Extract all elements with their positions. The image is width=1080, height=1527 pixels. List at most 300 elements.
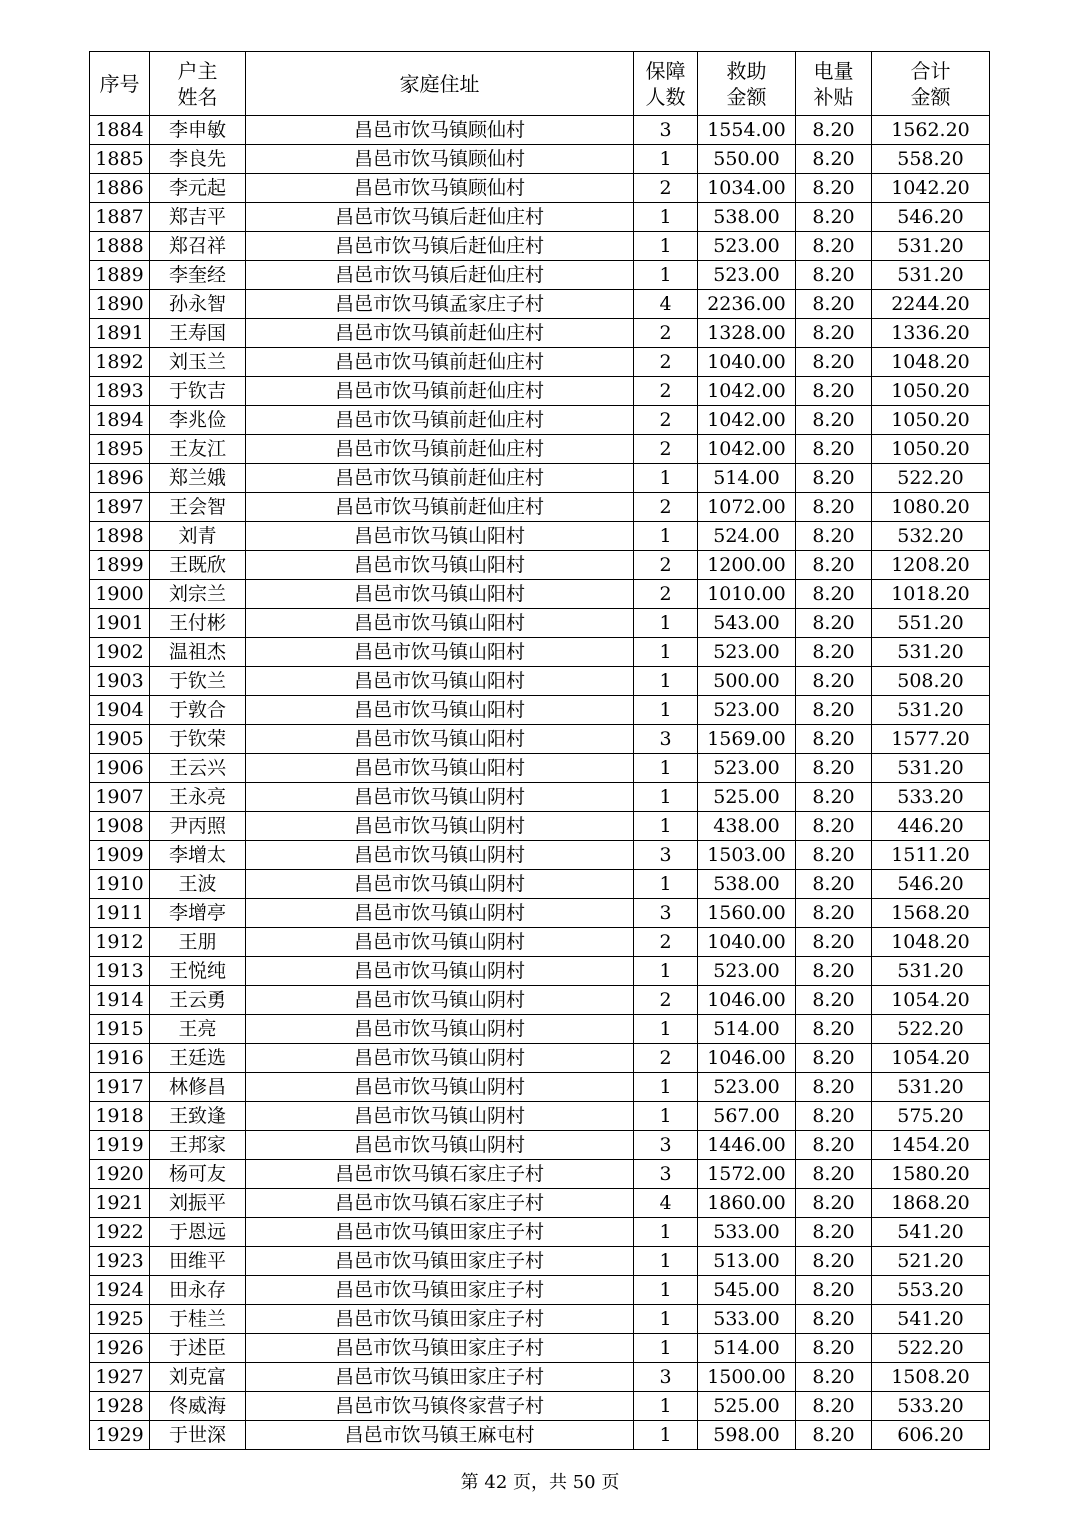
home-address-cell: 昌邑市饮马镇王麻屯村 [246,1421,634,1450]
covered-persons-cell: 1 [634,1334,698,1363]
home-address-cell: 昌邑市饮马镇山阴村 [246,783,634,812]
covered-persons-cell: 1 [634,754,698,783]
covered-persons-cell: 1 [634,1015,698,1044]
electricity-subsidy-cell: 8.20 [796,261,872,290]
table-row [90,1305,990,1334]
table-row [90,1131,990,1160]
column-header-no [90,52,150,116]
electricity-subsidy-cell: 8.20 [796,841,872,870]
home-address-cell: 昌邑市饮马镇山阳村 [246,638,634,667]
total-amount-cell: 546.20 [872,203,990,232]
home-address-cell: 昌邑市饮马镇山阴村 [246,957,634,986]
table-row [90,522,990,551]
aid-amount-cell: 1446.00 [698,1131,796,1160]
aid-amount-cell: 533.00 [698,1218,796,1247]
column-header-name [150,52,246,116]
total-amount-cell: 541.20 [872,1305,990,1334]
total-amount-cell: 531.20 [872,957,990,986]
electricity-subsidy-cell: 8.20 [796,116,872,145]
aid-amount-cell: 1042.00 [698,377,796,406]
householder-name-cell: 于敦合 [150,696,246,725]
covered-persons-cell: 1 [634,1276,698,1305]
householder-name-cell: 李申敏 [150,116,246,145]
electricity-subsidy-cell: 8.20 [796,1334,872,1363]
aid-amount-cell: 525.00 [698,783,796,812]
total-amount-cell: 533.20 [872,1392,990,1421]
total-amount-cell: 1508.20 [872,1363,990,1392]
home-address-cell: 昌邑市饮马镇田家庄子村 [246,1276,634,1305]
total-amount-cell: 446.20 [872,812,990,841]
home-address-cell: 昌邑市饮马镇顾仙村 [246,174,634,203]
serial-number-cell: 1894 [90,406,150,435]
table-row [90,261,990,290]
table-row [90,609,990,638]
covered-persons-cell: 2 [634,319,698,348]
householder-name-cell: 王云兴 [150,754,246,783]
total-amount-cell: 1048.20 [872,928,990,957]
total-amount-cell: 1054.20 [872,986,990,1015]
householder-name-cell: 刘玉兰 [150,348,246,377]
serial-number-cell: 1917 [90,1073,150,1102]
serial-number-cell: 1909 [90,841,150,870]
householder-name-cell: 于述臣 [150,1334,246,1363]
column-header-people-line: 人数 [645,84,686,109]
householder-name-cell: 刘振平 [150,1189,246,1218]
home-address-cell: 昌邑市饮马镇顾仙村 [246,116,634,145]
aid-amount-cell: 538.00 [698,203,796,232]
table-row [90,812,990,841]
covered-persons-cell: 1 [634,232,698,261]
serial-number-cell: 1927 [90,1363,150,1392]
covered-persons-cell: 1 [634,464,698,493]
electricity-subsidy-cell: 8.20 [796,1305,872,1334]
householder-name-cell: 王致逢 [150,1102,246,1131]
householder-name-cell: 王邦家 [150,1131,246,1160]
covered-persons-cell: 1 [634,1073,698,1102]
table-row [90,841,990,870]
home-address-cell: 昌邑市饮马镇山阳村 [246,696,634,725]
table-row [90,1189,990,1218]
householder-name-cell: 刘克富 [150,1363,246,1392]
home-address-cell: 昌邑市饮马镇石家庄子村 [246,1189,634,1218]
electricity-subsidy-cell: 8.20 [796,783,872,812]
home-address-cell: 昌邑市饮马镇前赶仙庄村 [246,493,634,522]
householder-name-cell: 田维平 [150,1247,246,1276]
electricity-subsidy-cell: 8.20 [796,609,872,638]
serial-number-cell: 1915 [90,1015,150,1044]
electricity-subsidy-cell: 8.20 [796,145,872,174]
electricity-subsidy-cell: 8.20 [796,1160,872,1189]
householder-name-cell: 于桂兰 [150,1305,246,1334]
covered-persons-cell: 1 [634,522,698,551]
covered-persons-cell: 3 [634,899,698,928]
column-header-total [872,52,990,116]
total-amount-cell: 531.20 [872,232,990,261]
covered-persons-cell: 2 [634,406,698,435]
total-amount-cell: 531.20 [872,1073,990,1102]
covered-persons-cell: 1 [634,203,698,232]
serial-number-cell: 1916 [90,1044,150,1073]
total-amount-cell: 533.20 [872,783,990,812]
home-address-cell: 昌邑市饮马镇山阳村 [246,551,634,580]
column-header-total-line: 金额 [910,84,951,109]
aid-amount-cell: 523.00 [698,1073,796,1102]
electricity-subsidy-cell: 8.20 [796,870,872,899]
home-address-cell: 昌邑市饮马镇山阴村 [246,928,634,957]
householder-name-cell: 田永存 [150,1276,246,1305]
table-row [90,725,990,754]
home-address-cell: 昌邑市饮马镇山阴村 [246,1102,634,1131]
aid-amount-cell: 523.00 [698,696,796,725]
householder-name-cell: 温祖杰 [150,638,246,667]
electricity-subsidy-cell: 8.20 [796,1276,872,1305]
home-address-cell: 昌邑市饮马镇田家庄子村 [246,1218,634,1247]
total-amount-cell: 553.20 [872,1276,990,1305]
householder-name-cell: 郑吉平 [150,203,246,232]
aid-amount-cell: 523.00 [698,232,796,261]
home-address-cell: 昌邑市饮马镇山阴村 [246,1044,634,1073]
householder-name-cell: 王悦纯 [150,957,246,986]
serial-number-cell: 1890 [90,290,150,319]
table-row [90,232,990,261]
covered-persons-cell: 2 [634,1044,698,1073]
serial-number-cell: 1902 [90,638,150,667]
home-address-cell: 昌邑市饮马镇后赶仙庄村 [246,261,634,290]
serial-number-cell: 1919 [90,1131,150,1160]
covered-persons-cell: 1 [634,638,698,667]
table-row [90,783,990,812]
column-header-aid-line: 救助 [726,58,767,83]
table-row [90,319,990,348]
electricity-subsidy-cell: 8.20 [796,406,872,435]
serial-number-cell: 1887 [90,203,150,232]
covered-persons-cell: 3 [634,725,698,754]
aid-amount-cell: 567.00 [698,1102,796,1131]
aid-amount-cell: 545.00 [698,1276,796,1305]
column-header-name-line: 姓名 [177,84,218,109]
householder-name-cell: 王既欣 [150,551,246,580]
total-amount-cell: 546.20 [872,870,990,899]
serial-number-cell: 1924 [90,1276,150,1305]
aid-amount-cell: 538.00 [698,870,796,899]
table-row [90,986,990,1015]
column-header-electric [796,52,872,116]
table-row [90,580,990,609]
total-amount-cell: 1454.20 [872,1131,990,1160]
total-amount-cell: 522.20 [872,1015,990,1044]
aid-amount-cell: 1034.00 [698,174,796,203]
electricity-subsidy-cell: 8.20 [796,667,872,696]
aid-amount-cell: 525.00 [698,1392,796,1421]
table-row [90,116,990,145]
home-address-cell: 昌邑市饮马镇山阳村 [246,522,634,551]
column-header-name-line: 户主 [177,58,218,83]
aid-amount-cell: 1554.00 [698,116,796,145]
home-address-cell: 昌邑市饮马镇田家庄子村 [246,1305,634,1334]
column-header-no-line: 序号 [99,71,140,96]
covered-persons-cell: 1 [634,783,698,812]
serial-number-cell: 1922 [90,1218,150,1247]
aid-amount-cell: 1328.00 [698,319,796,348]
home-address-cell: 昌邑市饮马镇山阴村 [246,1073,634,1102]
aid-amount-cell: 1560.00 [698,899,796,928]
total-amount-cell: 1018.20 [872,580,990,609]
column-header-electric-line: 补贴 [813,84,854,109]
electricity-subsidy-cell: 8.20 [796,725,872,754]
householder-name-cell: 于钦兰 [150,667,246,696]
covered-persons-cell: 2 [634,493,698,522]
home-address-cell: 昌邑市饮马镇前赶仙庄村 [246,377,634,406]
householder-name-cell: 于恩远 [150,1218,246,1247]
table-body [90,116,990,1450]
column-header-address [246,52,634,116]
home-address-cell: 昌邑市饮马镇前赶仙庄村 [246,464,634,493]
table-row [90,638,990,667]
table-row [90,1073,990,1102]
serial-number-cell: 1903 [90,667,150,696]
electricity-subsidy-cell: 8.20 [796,348,872,377]
covered-persons-cell: 1 [634,696,698,725]
home-address-cell: 昌邑市饮马镇佟家营子村 [246,1392,634,1421]
covered-persons-cell: 1 [634,145,698,174]
householder-name-cell: 王廷选 [150,1044,246,1073]
householder-name-cell: 李元起 [150,174,246,203]
total-amount-cell: 1577.20 [872,725,990,754]
electricity-subsidy-cell: 8.20 [796,638,872,667]
householder-name-cell: 李奎经 [150,261,246,290]
column-header-people [634,52,698,116]
aid-amount-cell: 1572.00 [698,1160,796,1189]
table-row [90,464,990,493]
serial-number-cell: 1921 [90,1189,150,1218]
aid-amount-cell: 533.00 [698,1305,796,1334]
electricity-subsidy-cell: 8.20 [796,957,872,986]
electricity-subsidy-cell: 8.20 [796,1189,872,1218]
table-row [90,667,990,696]
column-header-total-line: 合计 [910,58,951,83]
electricity-subsidy-cell: 8.20 [796,1247,872,1276]
covered-persons-cell: 3 [634,1131,698,1160]
serial-number-cell: 1884 [90,116,150,145]
total-amount-cell: 558.20 [872,145,990,174]
table-row [90,348,990,377]
aid-amount-cell: 523.00 [698,638,796,667]
electricity-subsidy-cell: 8.20 [796,1363,872,1392]
serial-number-cell: 1896 [90,464,150,493]
home-address-cell: 昌邑市饮马镇山阴村 [246,870,634,899]
covered-persons-cell: 2 [634,986,698,1015]
serial-number-cell: 1912 [90,928,150,957]
aid-amount-cell: 550.00 [698,145,796,174]
total-amount-cell: 1336.20 [872,319,990,348]
table-row [90,1392,990,1421]
home-address-cell: 昌邑市饮马镇山阴村 [246,899,634,928]
home-address-cell: 昌邑市饮马镇前赶仙庄村 [246,406,634,435]
column-header-aid [698,52,796,116]
householder-name-cell: 郑兰娥 [150,464,246,493]
covered-persons-cell: 3 [634,1160,698,1189]
aid-amount-cell: 543.00 [698,609,796,638]
covered-persons-cell: 2 [634,580,698,609]
electricity-subsidy-cell: 8.20 [796,1015,872,1044]
table-row [90,928,990,957]
serial-number-cell: 1891 [90,319,150,348]
table-row [90,203,990,232]
electricity-subsidy-cell: 8.20 [796,986,872,1015]
covered-persons-cell: 1 [634,667,698,696]
covered-persons-cell: 4 [634,1189,698,1218]
aid-amount-cell: 1042.00 [698,406,796,435]
table-row [90,435,990,464]
home-address-cell: 昌邑市饮马镇田家庄子村 [246,1247,634,1276]
electricity-subsidy-cell: 8.20 [796,1218,872,1247]
electricity-subsidy-cell: 8.20 [796,754,872,783]
electricity-subsidy-cell: 8.20 [796,812,872,841]
aid-amount-cell: 1503.00 [698,841,796,870]
home-address-cell: 昌邑市饮马镇后赶仙庄村 [246,203,634,232]
table-row [90,145,990,174]
total-amount-cell: 1580.20 [872,1160,990,1189]
table-row [90,174,990,203]
aid-amount-cell: 1046.00 [698,1044,796,1073]
total-amount-cell: 531.20 [872,261,990,290]
column-header-aid-line: 金额 [726,84,767,109]
home-address-cell: 昌邑市饮马镇山阴村 [246,1015,634,1044]
aid-amount-cell: 438.00 [698,812,796,841]
home-address-cell: 昌邑市饮马镇前赶仙庄村 [246,348,634,377]
householder-name-cell: 郑召祥 [150,232,246,261]
serial-number-cell: 1893 [90,377,150,406]
serial-number-cell: 1913 [90,957,150,986]
electricity-subsidy-cell: 8.20 [796,522,872,551]
householder-name-cell: 刘青 [150,522,246,551]
householder-name-cell: 王寿国 [150,319,246,348]
total-amount-cell: 1050.20 [872,435,990,464]
covered-persons-cell: 1 [634,1218,698,1247]
total-amount-cell: 1050.20 [872,377,990,406]
aid-amount-cell: 514.00 [698,1334,796,1363]
home-address-cell: 昌邑市饮马镇山阳村 [246,667,634,696]
aid-amount-cell: 523.00 [698,754,796,783]
total-amount-cell: 606.20 [872,1421,990,1450]
electricity-subsidy-cell: 8.20 [796,290,872,319]
aid-amount-cell: 513.00 [698,1247,796,1276]
total-amount-cell: 1562.20 [872,116,990,145]
aid-amount-cell: 1860.00 [698,1189,796,1218]
total-amount-cell: 522.20 [872,1334,990,1363]
home-address-cell: 昌邑市饮马镇山阴村 [246,1131,634,1160]
home-address-cell: 昌邑市饮马镇前赶仙庄村 [246,319,634,348]
serial-number-cell: 1911 [90,899,150,928]
serial-number-cell: 1928 [90,1392,150,1421]
table-row [90,1044,990,1073]
aid-amount-cell: 1042.00 [698,435,796,464]
electricity-subsidy-cell: 8.20 [796,899,872,928]
householder-name-cell: 王朋 [150,928,246,957]
table-row [90,1334,990,1363]
covered-persons-cell: 2 [634,551,698,580]
page-footer: 第 42 页，共 50 页 [460,1472,620,1493]
aid-amount-cell: 514.00 [698,464,796,493]
householder-name-cell: 刘宗兰 [150,580,246,609]
table-row [90,290,990,319]
serial-number-cell: 1906 [90,754,150,783]
table-row [90,1247,990,1276]
total-amount-cell: 551.20 [872,609,990,638]
table-row [90,1276,990,1305]
electricity-subsidy-cell: 8.20 [796,580,872,609]
table-row [90,696,990,725]
table-row [90,1160,990,1189]
serial-number-cell: 1895 [90,435,150,464]
covered-persons-cell: 3 [634,116,698,145]
householder-name-cell: 尹丙照 [150,812,246,841]
home-address-cell: 昌邑市饮马镇山阳村 [246,580,634,609]
householder-name-cell: 林修昌 [150,1073,246,1102]
electricity-subsidy-cell: 8.20 [796,232,872,261]
aid-amount-cell: 1010.00 [698,580,796,609]
covered-persons-cell: 1 [634,1102,698,1131]
covered-persons-cell: 1 [634,1421,698,1450]
serial-number-cell: 1926 [90,1334,150,1363]
total-amount-cell: 531.20 [872,638,990,667]
total-amount-cell: 1042.20 [872,174,990,203]
aid-amount-cell: 1500.00 [698,1363,796,1392]
aid-amount-cell: 1569.00 [698,725,796,754]
total-amount-cell: 1511.20 [872,841,990,870]
covered-persons-cell: 1 [634,261,698,290]
serial-number-cell: 1898 [90,522,150,551]
electricity-subsidy-cell: 8.20 [796,551,872,580]
covered-persons-cell: 2 [634,928,698,957]
electricity-subsidy-cell: 8.20 [796,203,872,232]
home-address-cell: 昌邑市饮马镇山阴村 [246,841,634,870]
covered-persons-cell: 2 [634,435,698,464]
table-row [90,493,990,522]
total-amount-cell: 1080.20 [872,493,990,522]
serial-number-cell: 1920 [90,1160,150,1189]
householder-name-cell: 于世深 [150,1421,246,1450]
home-address-cell: 昌邑市饮马镇山阳村 [246,725,634,754]
total-amount-cell: 1568.20 [872,899,990,928]
aid-amount-cell: 523.00 [698,957,796,986]
table-row [90,870,990,899]
householder-name-cell: 王云勇 [150,986,246,1015]
total-amount-cell: 508.20 [872,667,990,696]
covered-persons-cell: 2 [634,377,698,406]
householder-name-cell: 王波 [150,870,246,899]
serial-number-cell: 1888 [90,232,150,261]
covered-persons-cell: 1 [634,1392,698,1421]
home-address-cell: 昌邑市饮马镇后赶仙庄村 [246,232,634,261]
serial-number-cell: 1908 [90,812,150,841]
electricity-subsidy-cell: 8.20 [796,174,872,203]
electricity-subsidy-cell: 8.20 [796,1421,872,1450]
covered-persons-cell: 3 [634,1363,698,1392]
total-amount-cell: 522.20 [872,464,990,493]
home-address-cell: 昌邑市饮马镇山阴村 [246,812,634,841]
aid-amount-cell: 1200.00 [698,551,796,580]
serial-number-cell: 1905 [90,725,150,754]
serial-number-cell: 1929 [90,1421,150,1450]
total-amount-cell: 541.20 [872,1218,990,1247]
aid-amount-cell: 598.00 [698,1421,796,1450]
aid-amount-cell: 1046.00 [698,986,796,1015]
total-amount-cell: 575.20 [872,1102,990,1131]
table-row [90,957,990,986]
householder-name-cell: 李良先 [150,145,246,174]
householder-name-cell: 李增太 [150,841,246,870]
